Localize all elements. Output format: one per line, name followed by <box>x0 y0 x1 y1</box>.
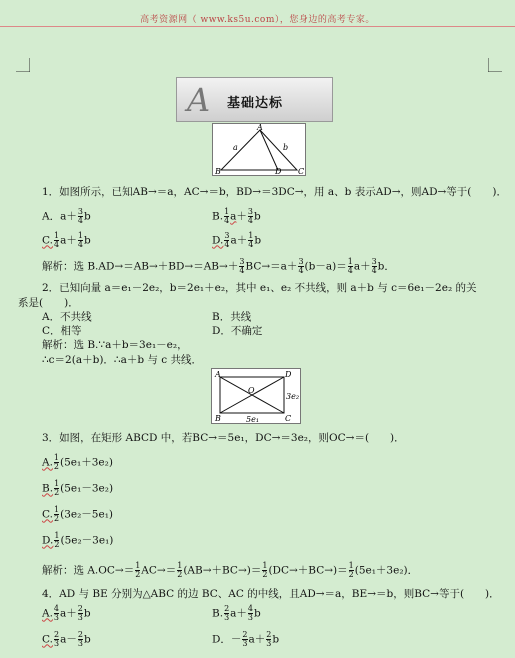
q3-option-b-expr: (5e₁－3e₂) <box>60 482 114 495</box>
q2-stem-cont: 系是( )． <box>18 297 79 309</box>
q1-option-a-text: A．a＋ <box>42 210 77 223</box>
fig1-label-b-side: b <box>283 143 289 152</box>
q4-option-c-t1: a－ <box>60 633 77 646</box>
q1-stem: 1．如图所示，已知AB→＝a，AC→＝b，BD→＝3DC→，用 a、b 表示AD→，则AD→等于( )． <box>42 186 507 198</box>
fig2-label-c: C <box>285 414 292 423</box>
q3-answer-t1: AC→＝ <box>141 564 177 577</box>
q4-option-c-t2: b <box>83 633 91 646</box>
q4-option-b-text: B. <box>212 607 224 620</box>
q2-stem: 2．已知向量 a＝e₁－2e₂，b＝2e₁＋e₂，其中 e₁、e₂ 不共线，则 a＋b 与 c＝6e₁－2e₂ 的关 <box>42 282 477 294</box>
fig2-label-o: O <box>248 386 255 395</box>
q1-answer-tail: BC→＝a＋ <box>245 260 298 273</box>
fig2-label-a: A <box>215 370 221 379</box>
q4-option-c-text: C. <box>42 633 53 646</box>
q2-option-a: A．不共线 <box>42 311 92 323</box>
q1-answer-end: b． <box>377 260 395 273</box>
q4-option-a-text: A. <box>42 607 53 620</box>
q3-option-b: B. $\frac{1}{2}$ (5e₁－3e₂) <box>42 479 114 497</box>
rectangle-figure <box>211 368 301 424</box>
q3-option-b-text: B. <box>42 482 54 495</box>
q4-stem: 4．AD 与 BE 分别为△ABC 的边 BC、AC 的中线，且AD→＝a，BE→＝b，则BC→等于( )． <box>42 588 500 600</box>
page-header: 高考资源网（ www.ks5u.com），您身边的高考专家。 <box>140 15 375 25</box>
q1-option-b: B. $\frac{1}{4}$ a＋ $\frac{3}{4}$ b <box>212 207 261 225</box>
q3-answer-t3: (DC→＋BC→)＝ <box>268 564 348 577</box>
q3-answer-t2: (AB→＋BC→)＝ <box>183 564 262 577</box>
q3-option-c-text: C. <box>42 508 53 521</box>
q4-option-d-text: D．－ <box>212 633 242 646</box>
q2-option-c: C．相等 <box>42 325 82 337</box>
q3-option-d-text: D. <box>42 534 54 547</box>
q3-answer-t4: (5e₁＋3e₂)． <box>354 564 419 577</box>
q1-answer-text: 解析：选 B.AD→＝AB→＋BD→＝AB→＋ <box>42 260 239 273</box>
q4-option-d-t1: a＋ <box>248 633 266 646</box>
q4-option-b-t1: a＋ <box>230 607 247 620</box>
q3-option-d-expr: (5e₂－3e₁) <box>60 534 114 547</box>
fig1-label-a-side: a <box>233 143 238 152</box>
q4-option-d: D．－ $\frac{2}{3}$ a＋ $\frac{2}{3}$ b <box>212 630 280 648</box>
q4-option-b: B. $\frac{2}{3}$ a＋ $\frac{4}{3}$ b <box>212 604 261 622</box>
q3-answer: 解析：选 A.OC→＝ $\frac{1}{2}$ AC→＝ $\frac{1}{2}$ (AB→＋BC→)＝ $\frac{1}{2}$ (DC→＋BC→)＝ $\frac{1}{2}$ (5e₁＋3e₂)． <box>42 561 419 579</box>
q4-option-d-t2: b <box>272 633 280 646</box>
q2-option-d: D．不确定 <box>212 325 263 337</box>
fig2-label-b: B <box>215 414 221 423</box>
fig1-label-d-vertex: D <box>275 167 282 175</box>
fig1-label-c-vertex: C <box>298 167 305 175</box>
q4-option-a: A. $\frac{4}{3}$ a＋ $\frac{2}{3}$ b <box>42 604 91 622</box>
fig2-label-5e1: 5e₁ <box>246 415 260 423</box>
q2-answer-line2: ∴c＝2(a＋b)．∴a＋b 与 c 共线． <box>42 354 202 366</box>
q3-option-a-expr: (5e₁＋3e₂) <box>60 456 113 469</box>
banner-title: 基础达标 <box>227 96 284 111</box>
q4-option-b-t2: b <box>254 607 261 620</box>
crop-mark-top-left <box>16 58 30 72</box>
section-banner <box>176 77 333 122</box>
header-rule <box>0 26 515 27</box>
q1-option-a <box>42 208 91 225</box>
fig2-label-3e2: 3e₂ <box>286 392 300 401</box>
banner-letter: A <box>187 81 211 119</box>
q3-option-d: D. $\frac{1}{2}$ (5e₂－3e₁) <box>42 531 114 549</box>
q4-option-a-t2: b <box>83 607 91 620</box>
q4-option-a-t1: a＋ <box>60 607 77 620</box>
q3-option-a-text: A. <box>42 456 53 469</box>
q1-option-c-text: C. <box>42 234 53 247</box>
q1-option-a-var: b <box>83 210 91 223</box>
fig1-label-b-vertex: B <box>215 167 221 175</box>
fig2-label-d: D <box>285 370 292 379</box>
q1-answer-tail2: (b－a)＝ <box>304 260 347 273</box>
q1-answer: 解析：选 B.AD→＝AB→＋BD→＝AB→＋ $\frac{3}{4}$ BC→＝a＋ $\frac{3}{4}$ (b－a)＝ $\frac{1}{4}$ a＋ $\frac{3}{4}$ b． <box>42 257 395 275</box>
q2-answer-line1: 解析：选 B.∵a＋b＝3e₁－e₂， <box>42 339 188 351</box>
q4-option-c: C. $\frac{2}{3}$ a－ $\frac{2}{3}$ b <box>42 630 91 648</box>
q3-option-a: A. $\frac{1}{2}$ (5e₁＋3e₂) <box>42 453 113 471</box>
crop-mark-top-right <box>488 58 502 72</box>
q2-option-b: B．共线 <box>212 311 252 323</box>
q1-option-d: D. $\frac{3}{4}$ a＋ $\frac{1}{4}$ b <box>212 231 262 249</box>
q1-option-d-text: D. <box>212 234 224 247</box>
fig1-label-a-vertex: A <box>257 124 263 132</box>
q1-option-c: C. $\frac{1}{4}$ a＋ $\frac{1}{4}$ b <box>42 231 91 249</box>
q3-option-c: C. $\frac{1}{2}$ (3e₂－5e₁) <box>42 505 113 523</box>
q3-answer-text: 解析：选 A.OC→＝ <box>42 564 135 577</box>
q1-option-b-text: B. <box>212 210 224 223</box>
q3-option-c-expr: (3e₂－5e₁) <box>60 508 113 521</box>
q3-stem: 3．如图，在矩形 ABCD 中，若BC→＝5e₁，DC→＝3e₂，则OC→＝( )． <box>42 432 405 444</box>
triangle-figure <box>212 123 306 176</box>
q1-option-a-frac: $\frac{3}{4}$ <box>77 207 83 225</box>
